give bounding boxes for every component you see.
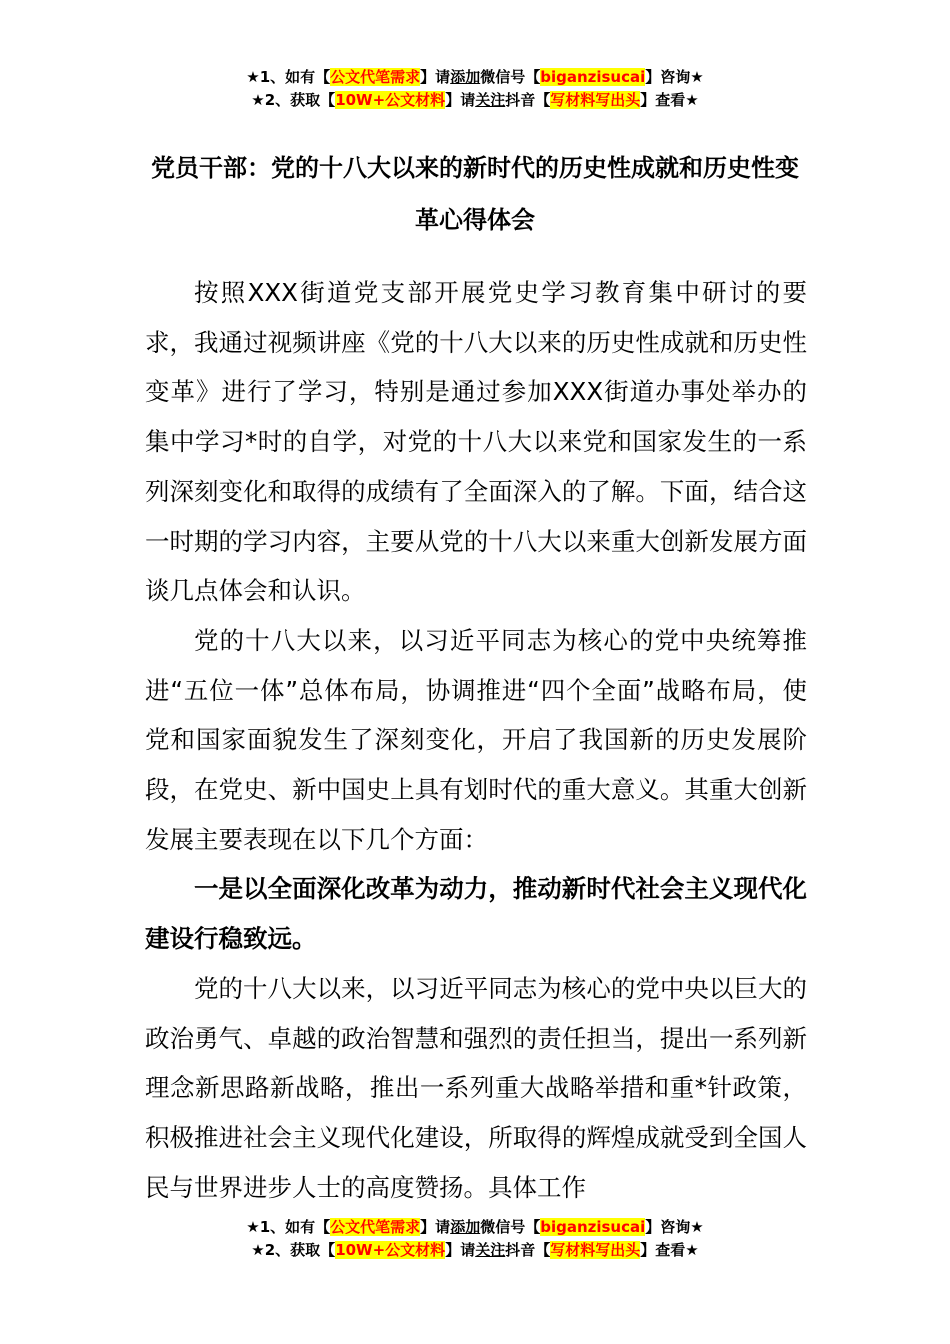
highlight-douyin: 写材料写出头 — [550, 91, 641, 109]
paragraph-intro: 按照XXX街道党支部开展党史学习教育集中研讨的要求，我通过视频讲座《党的十八大以来的历史性成就和历史性变革》进行了学习，特别是通过参加XXX街道办事处举办的集中学习*时的自学，对党的十八大以来党和国家发生的一系列深刻变化和取得的成绩有了全面深入的了解。下面，结合这一时期的学习内容，主要从党的十八大以来重大创新发展方面谈几点体会和认识。 — [145, 278, 807, 606]
footer-banner — [0, 1216, 950, 1262]
highlight-wechat-id: biganzisucai — [540, 68, 646, 86]
highlight-materials: 10W+公文材料 — [335, 91, 446, 109]
banner-text: 微信号【 — [480, 1218, 541, 1236]
paragraph-overview: 党的十八大以来，以习近平同志为核心的党中央统筹推进“五位一体”总体布局，协调推进“四个全面”战略布局，使党和国家面貌发生了深刻变化，开启了我国新的历史发展阶段，在党史、新中国史上具有划时代的重大意义。其重大创新发展主要表现在以下几个方面： — [145, 625, 807, 854]
underlined-word: 添加 — [450, 1218, 481, 1236]
banner-text: 】咨询★ — [645, 68, 704, 86]
highlight-wechat-id: biganzisucai — [540, 1218, 646, 1236]
paragraph-section-1: 党的十八大以来，以习近平同志为核心的党中央以巨大的政治勇气、卓越的政治智慧和强烈的责任担当，提出一系列新理念新思路新战略，推出一系列重大战略举措和重*针政策，积极推进社会主义现代化建设，所取得的辉煌成就受到全国人民与世界进步人士的高度赞扬。具体工作 — [145, 973, 807, 1202]
highlight-douyin: 写材料写出头 — [550, 1241, 641, 1259]
document-body — [145, 268, 807, 1212]
banner-line-1 — [0, 66, 950, 89]
document-title: 党员干部：党的十八大以来的新时代的历史性成就和历史性变革心得体会 — [151, 154, 799, 234]
underlined-word: 关注 — [475, 91, 506, 109]
banner-text: 抖音【 — [505, 91, 551, 109]
banner-text: ★1、如有【 — [246, 1218, 331, 1236]
banner-text: 】查看★ — [640, 91, 699, 109]
banner-text: 抖音【 — [505, 1241, 551, 1259]
banner-text: ★2、获取【 — [251, 91, 336, 109]
banner-text: ★1、如有【 — [246, 68, 331, 86]
banner-text: 】查看★ — [640, 1241, 699, 1259]
banner-text: 】请 — [420, 68, 451, 86]
underlined-word: 添加 — [450, 68, 481, 86]
banner-text: ★2、获取【 — [251, 1241, 336, 1259]
banner-line-2 — [0, 89, 950, 112]
banner-text: 】咨询★ — [645, 1218, 704, 1236]
section-heading-1: 一是以全面深化改革为动力，推动新时代社会主义现代化建设行稳致远。 — [145, 874, 807, 954]
banner-text: 】请 — [445, 91, 476, 109]
banner-line-1 — [0, 1216, 950, 1239]
banner-text: 】请 — [445, 1241, 476, 1259]
highlight-service: 公文代笔需求 — [330, 68, 421, 86]
underlined-word: 关注 — [475, 1241, 506, 1259]
banner-text: 】请 — [420, 1218, 451, 1236]
highlight-service: 公文代笔需求 — [330, 1218, 421, 1236]
highlight-materials: 10W+公文材料 — [335, 1241, 446, 1259]
header-banner — [0, 66, 950, 112]
banner-text: 微信号【 — [480, 68, 541, 86]
banner-line-2 — [0, 1239, 950, 1262]
